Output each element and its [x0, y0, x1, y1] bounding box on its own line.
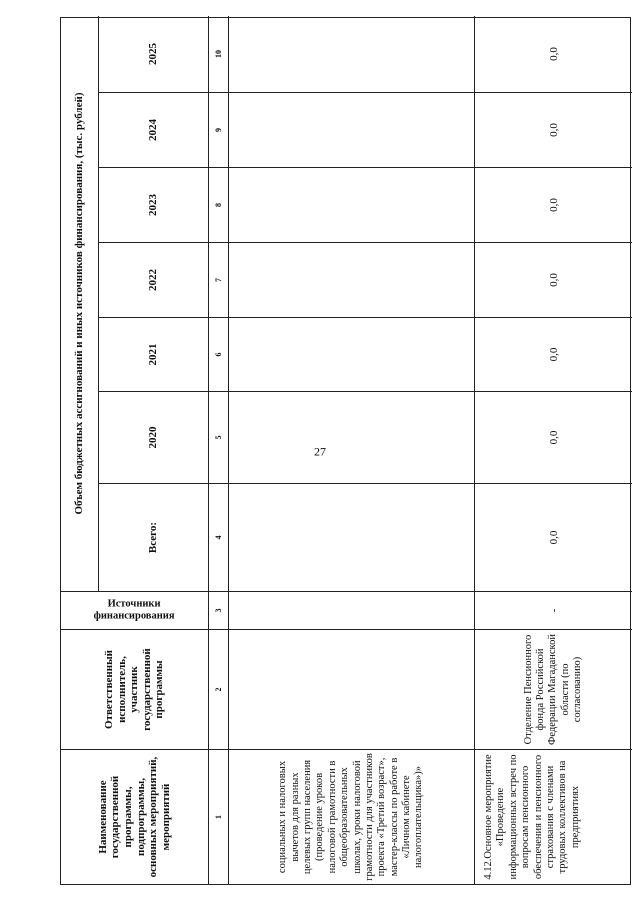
header-funding-source-text: Источники финансирования [94, 598, 175, 622]
header-funding-source [61, 591, 209, 629]
column-number: 9 [209, 92, 229, 167]
row-program-name: социальных и налоговых вычетов для разных целевых групп населения (проведение уроков налоговой грамотности в общеобразовательных школах, уроки налоговой грамотности для участников проекта «Третий возраст», мастер-классы по работе в «Личном кабинете налогоплательщика»)» [229, 749, 475, 884]
row-value-2022 [229, 242, 475, 317]
row-total: 0,0 [475, 483, 632, 591]
page-number: 27 [314, 444, 326, 459]
row-value-2025: 0,0 [547, 47, 560, 61]
column-number: 2 [209, 629, 229, 749]
header-year-2025: 2025 [99, 16, 209, 92]
row-value-2021 [229, 317, 475, 391]
header-program-name: Наименование государственной программы, подпрограммы, основных мероприятий, мероприятий [61, 749, 209, 884]
column-number: 1 [209, 749, 229, 884]
column-number: 3 [209, 591, 229, 629]
header-funding-group: Объем бюджетных ассигнований и иных источников финансирования, (тыс. рублей) [61, 16, 99, 591]
header-year-2022: 2022 [99, 242, 209, 317]
row-value-2023: 0,0 [475, 167, 632, 242]
row-executor: Отделение Пенсионного фонда Российской Федерации Магаданской области (по согласованию) [475, 629, 632, 749]
column-number: 5 [209, 391, 229, 483]
row-value-2023 [229, 167, 475, 242]
header-year-2023: 2023 [99, 167, 209, 242]
column-number: 6 [209, 317, 229, 391]
header-year-2021: 2021 [99, 317, 209, 391]
column-number: 10 [209, 16, 229, 92]
row-total [229, 483, 475, 591]
header-executor: Ответственный исполнитель, участник государственной программы [61, 629, 209, 749]
header-total: Всего: [99, 483, 209, 591]
row-funding-source: - [475, 591, 632, 629]
row-executor [229, 629, 475, 749]
row-value-2024: 0,0 [475, 92, 632, 167]
row-value-2024 [229, 92, 475, 167]
column-number: 4 [209, 483, 229, 591]
row-value-2022: 0,0 [475, 242, 632, 317]
row-program-name: 4.12.Основное мероприятие «Проведение информационных встреч по вопросам пенсионного обеспечения и пенсионного страхования с членами трудовых коллективов на предприятиях [475, 749, 632, 884]
row-value-2021: 0,0 [475, 317, 632, 391]
column-number: 8 [209, 167, 229, 242]
column-number: 7 [209, 242, 229, 317]
row-value-2020 [229, 391, 475, 483]
funding-table [60, 17, 631, 885]
row-funding-source [229, 591, 475, 629]
row-value-2020: 0,0 [475, 391, 632, 483]
row-value-2025 [229, 16, 475, 92]
header-year-2020: 2020 [99, 391, 209, 483]
header-year-2024: 2024 [99, 92, 209, 167]
